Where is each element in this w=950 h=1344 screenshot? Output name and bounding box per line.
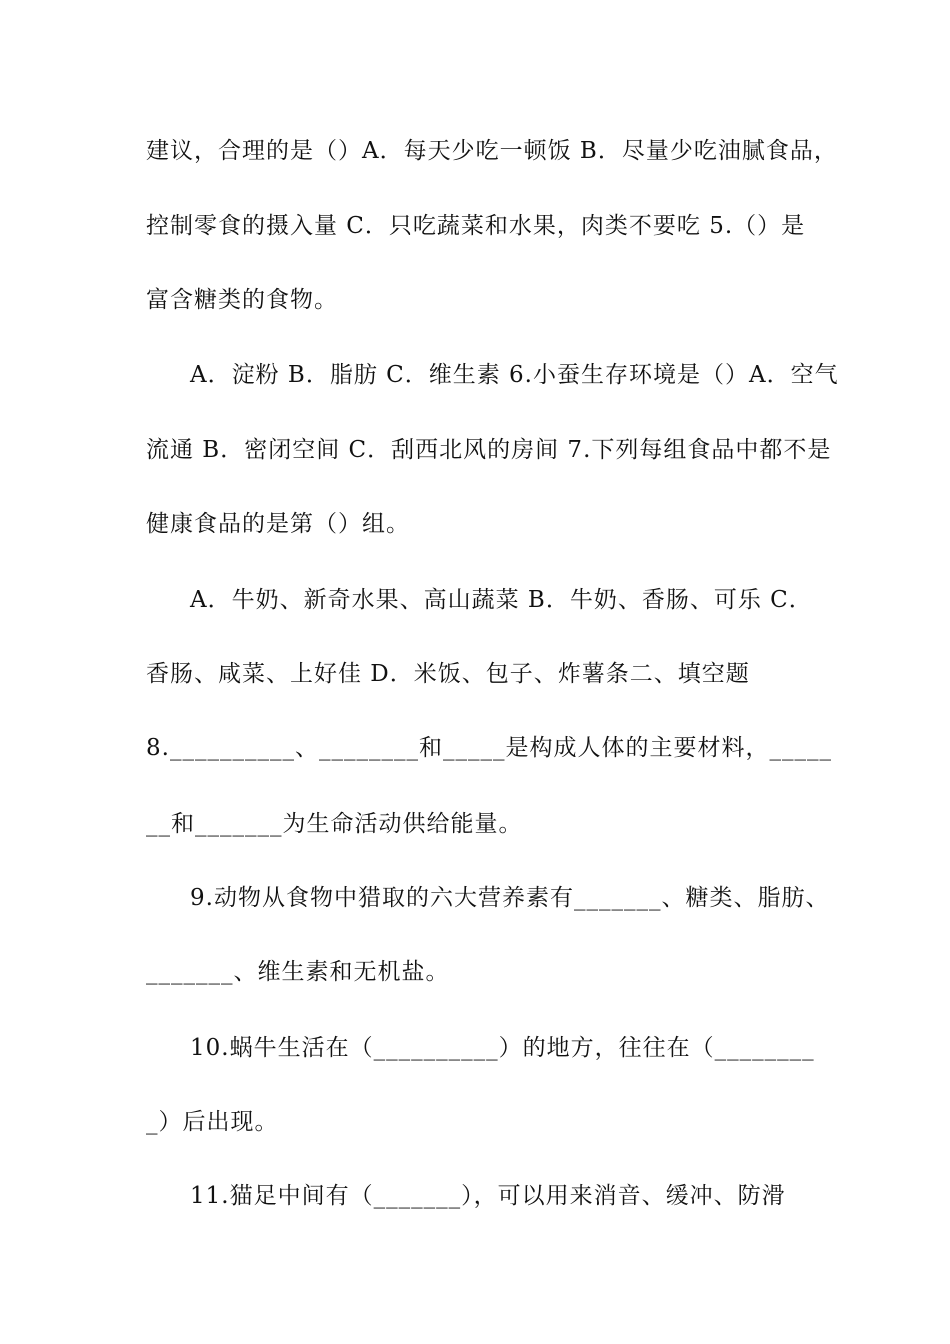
text-line-9: 8.__________、________和_____是构成人体的主要材料，_____	[146, 735, 832, 761]
text-line-5: 流通 B．密闭空间 C．刮西北风的房间 7.下列每组食品中都不是	[146, 437, 832, 463]
text-line-8: 香肠、咸菜、上好佳 D．米饭、包子、炸薯条二、填空题	[146, 661, 750, 687]
text-line-12: _______、维生素和无机盐。	[146, 959, 450, 985]
text-line-3: 富含糖类的食物。	[146, 287, 338, 313]
text-line-11: 9.动物从食物中猎取的六大营养素有_______、糖类、脂肪、	[190, 885, 830, 911]
text-line-7: A．牛奶、新奇水果、高山蔬菜 B．牛奶、香肠、可乐 C．	[190, 587, 813, 613]
text-line-6: 健康食品的是第（）组。	[146, 511, 410, 537]
text-line-13: 10.蜗牛生活在（__________）的地方，往往在（________	[190, 1035, 815, 1061]
text-line-10: __和_______为生命活动供给能量。	[146, 811, 523, 837]
text-line-15: 11.猫足中间有（_______），可以用来消音、缓冲、防滑	[190, 1183, 786, 1209]
text-line-2: 控制零食的摄入量 C．只吃蔬菜和水果，肉类不要吃 5.（）是	[146, 213, 806, 239]
text-line-4: A．淀粉 B．脂肪 C．维生素 6.小蚕生存环境是（）A．空气	[190, 362, 839, 388]
text-line-14: _）后出现。	[146, 1109, 279, 1135]
text-line-1: 建议，合理的是（）A．每天少吃一顿饭 B．尽量少吃油腻食品，	[146, 138, 838, 164]
